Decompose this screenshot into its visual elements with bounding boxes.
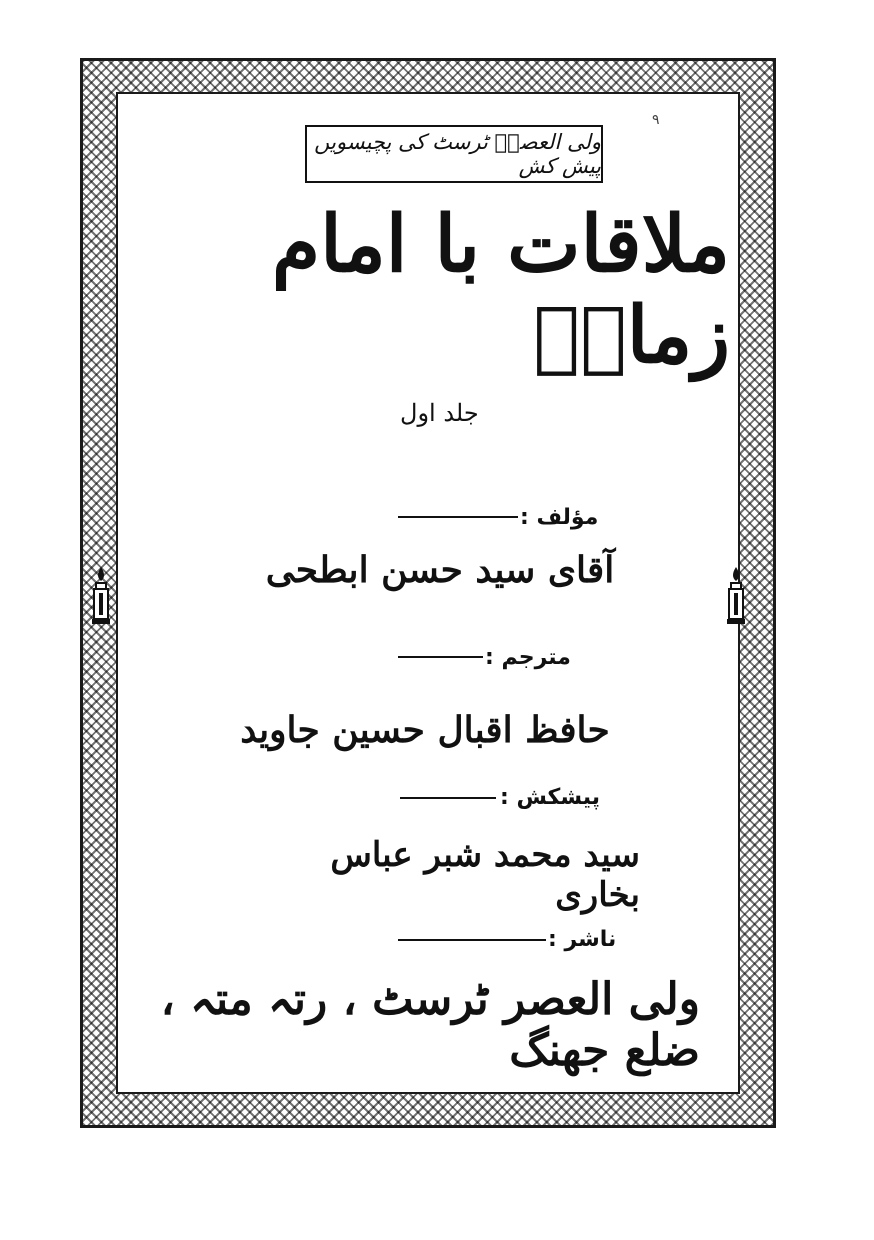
book-title: ملاقات با امام زمانؑ (271, 199, 730, 381)
presenter-name: سید محمد شبر عباس بخاری (330, 835, 640, 915)
translator-name: حافظ اقبال حسین جاوید (240, 709, 610, 751)
lamp-icon (90, 565, 112, 627)
publisher-label: ناشر : (548, 926, 617, 952)
divider (398, 656, 483, 658)
page-mark: ۹ (652, 112, 660, 128)
divider (398, 516, 518, 518)
divider (400, 797, 496, 799)
publication-note-box (305, 125, 603, 183)
translator-label: مترجم : (485, 644, 571, 670)
volume-label: جلد اول (400, 399, 479, 427)
author-name: آقای سید حسن ابطحی (265, 549, 615, 591)
lamp-icon (725, 565, 747, 627)
publication-note: ولی العصرؑ ٹرسٹ کی پچیسویں پیش کش (314, 130, 601, 178)
author-label: مؤلف : (520, 504, 599, 530)
publisher-name: ولی العصر ٹرسٹ ، رتہ متہ ، ضلع جھنگ (160, 974, 700, 1076)
presenter-label: پیشکش : (500, 784, 600, 810)
divider (398, 939, 546, 941)
